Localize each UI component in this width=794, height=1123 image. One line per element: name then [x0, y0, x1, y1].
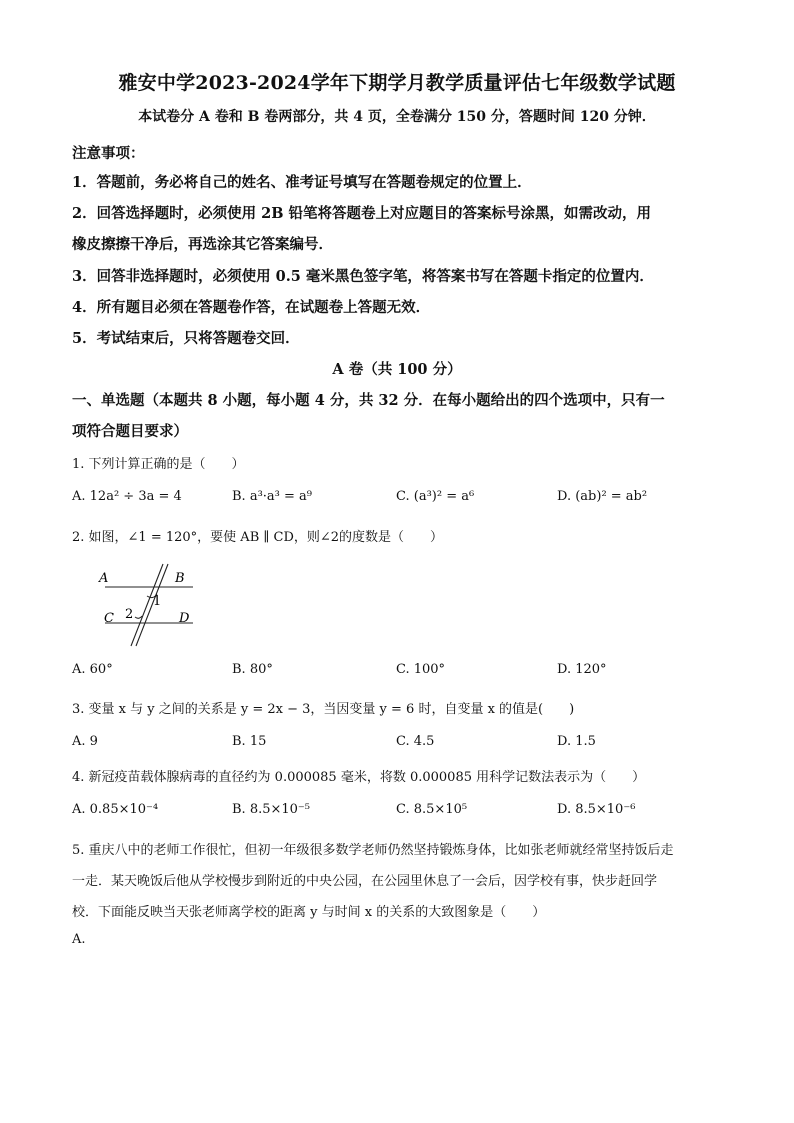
question-1-option-c: C. (a³)² = a⁶	[396, 489, 475, 504]
question-3-option-c: C. 4.5	[396, 734, 435, 749]
label-c: C	[104, 611, 114, 626]
transversal-line-2	[136, 564, 168, 646]
question-4-stem: 4. 新冠疫苗载体腺病毒的直径约为 0.000085 毫米，将数 0.000085 用科学记数法表示为（ ）	[72, 770, 646, 785]
label-angle-1: 1	[153, 594, 162, 609]
question-2-figure	[95, 560, 205, 650]
question-5-line-3: 校．下面能反映当天张老师离学校的距离 y 与时间 x 的关系的大致图象是（ ）	[72, 905, 546, 920]
question-3-option-b: B. 15	[232, 734, 267, 749]
notes-heading: 注意事项：	[72, 145, 145, 162]
question-1-stem: 1. 下列计算正确的是（ ）	[72, 457, 245, 472]
question-5-option-a: A.	[72, 932, 86, 947]
note-item-4: 4．所有题目必须在答题卷作答，在试题卷上答题无效．	[72, 299, 431, 316]
exam-title: 雅安中学2023-2024学年下期学月教学质量评估七年级数学试题	[118, 72, 676, 94]
question-1-option-b: B. a³·a³ = a⁹	[232, 489, 312, 504]
part1-instructions-line2: 项符合题目要求）	[72, 423, 188, 440]
question-4-option-d: D. 8.5×10⁻⁶	[557, 802, 636, 817]
note-item-2: 2．回答选择题时，必须使用 2B 铅笔将答题卷上对应题目的答案标号涂黑，如需改动，用	[72, 205, 652, 222]
label-b: B	[175, 571, 185, 586]
note-item-3: 3．回答非选择题时，必须使用 0.5 毫米黑色签字笔，将答案书写在答题卡指定的位置内．	[72, 268, 654, 285]
part1-instructions-line1: 一、单选题（本题共 8 小题，每小题 4 分，共 32 分．在每小题给出的四个选项中，只有一	[72, 392, 665, 409]
label-a: A	[99, 571, 109, 586]
question-3-option-d: D. 1.5	[557, 734, 596, 749]
label-d: D	[179, 611, 190, 626]
question-2-option-d: D. 120°	[557, 662, 607, 677]
question-2-option-b: B. 80°	[232, 662, 273, 677]
note-item-2-cont: 橡皮擦擦干净后，再选涂其它答案编号．	[72, 236, 333, 253]
section-a-heading: A 卷（共 100 分）	[332, 361, 462, 378]
question-1-option-a: A. 12a² ÷ 3a = 4	[72, 489, 182, 504]
note-item-5: 5．考试结束后，只将答题卷交回．	[72, 330, 300, 347]
label-angle-2: 2	[125, 607, 134, 622]
question-2-option-c: C. 100°	[396, 662, 446, 677]
note-item-1: 1．答题前，务必将自己的姓名、准考证号填写在答题卷规定的位置上．	[72, 174, 532, 191]
question-3-option-a: A. 9	[72, 734, 98, 749]
exam-subtitle: 本试卷分 A 卷和 B 卷两部分，共 4 页，全卷满分 150 分，答题时间 120 分钟．	[138, 109, 656, 125]
question-5-line-2: 一走．某天晚饭后他从学校慢步到附近的中央公园，在公园里休息了一会后，因学校有事，快步赶回学	[72, 874, 658, 889]
question-4-option-b: B. 8.5×10⁻⁵	[232, 802, 310, 817]
question-4-option-a: A. 0.85×10⁻⁴	[72, 802, 159, 817]
question-4-option-c: C. 8.5×10⁵	[396, 802, 468, 817]
question-3-stem: 3. 变量 x 与 y 之间的关系是 y = 2x − 3，当因变量 y = 6 时，自变量 x 的值是( )	[72, 702, 575, 717]
question-2-stem: 2. 如图，∠1 = 120°，要使 AB ∥ CD，则∠2的度数是（ ）	[72, 530, 444, 545]
question-1-option-d: D. (ab)² = ab²	[557, 489, 648, 504]
question-5-line-1: 5. 重庆八中的老师工作很忙，但初一年级很多数学老师仍然坚持锻炼身体，比如张老师就经常坚持饭后走	[72, 843, 674, 858]
question-2-option-a: A. 60°	[72, 662, 113, 677]
angle-2-arc	[135, 616, 142, 618]
